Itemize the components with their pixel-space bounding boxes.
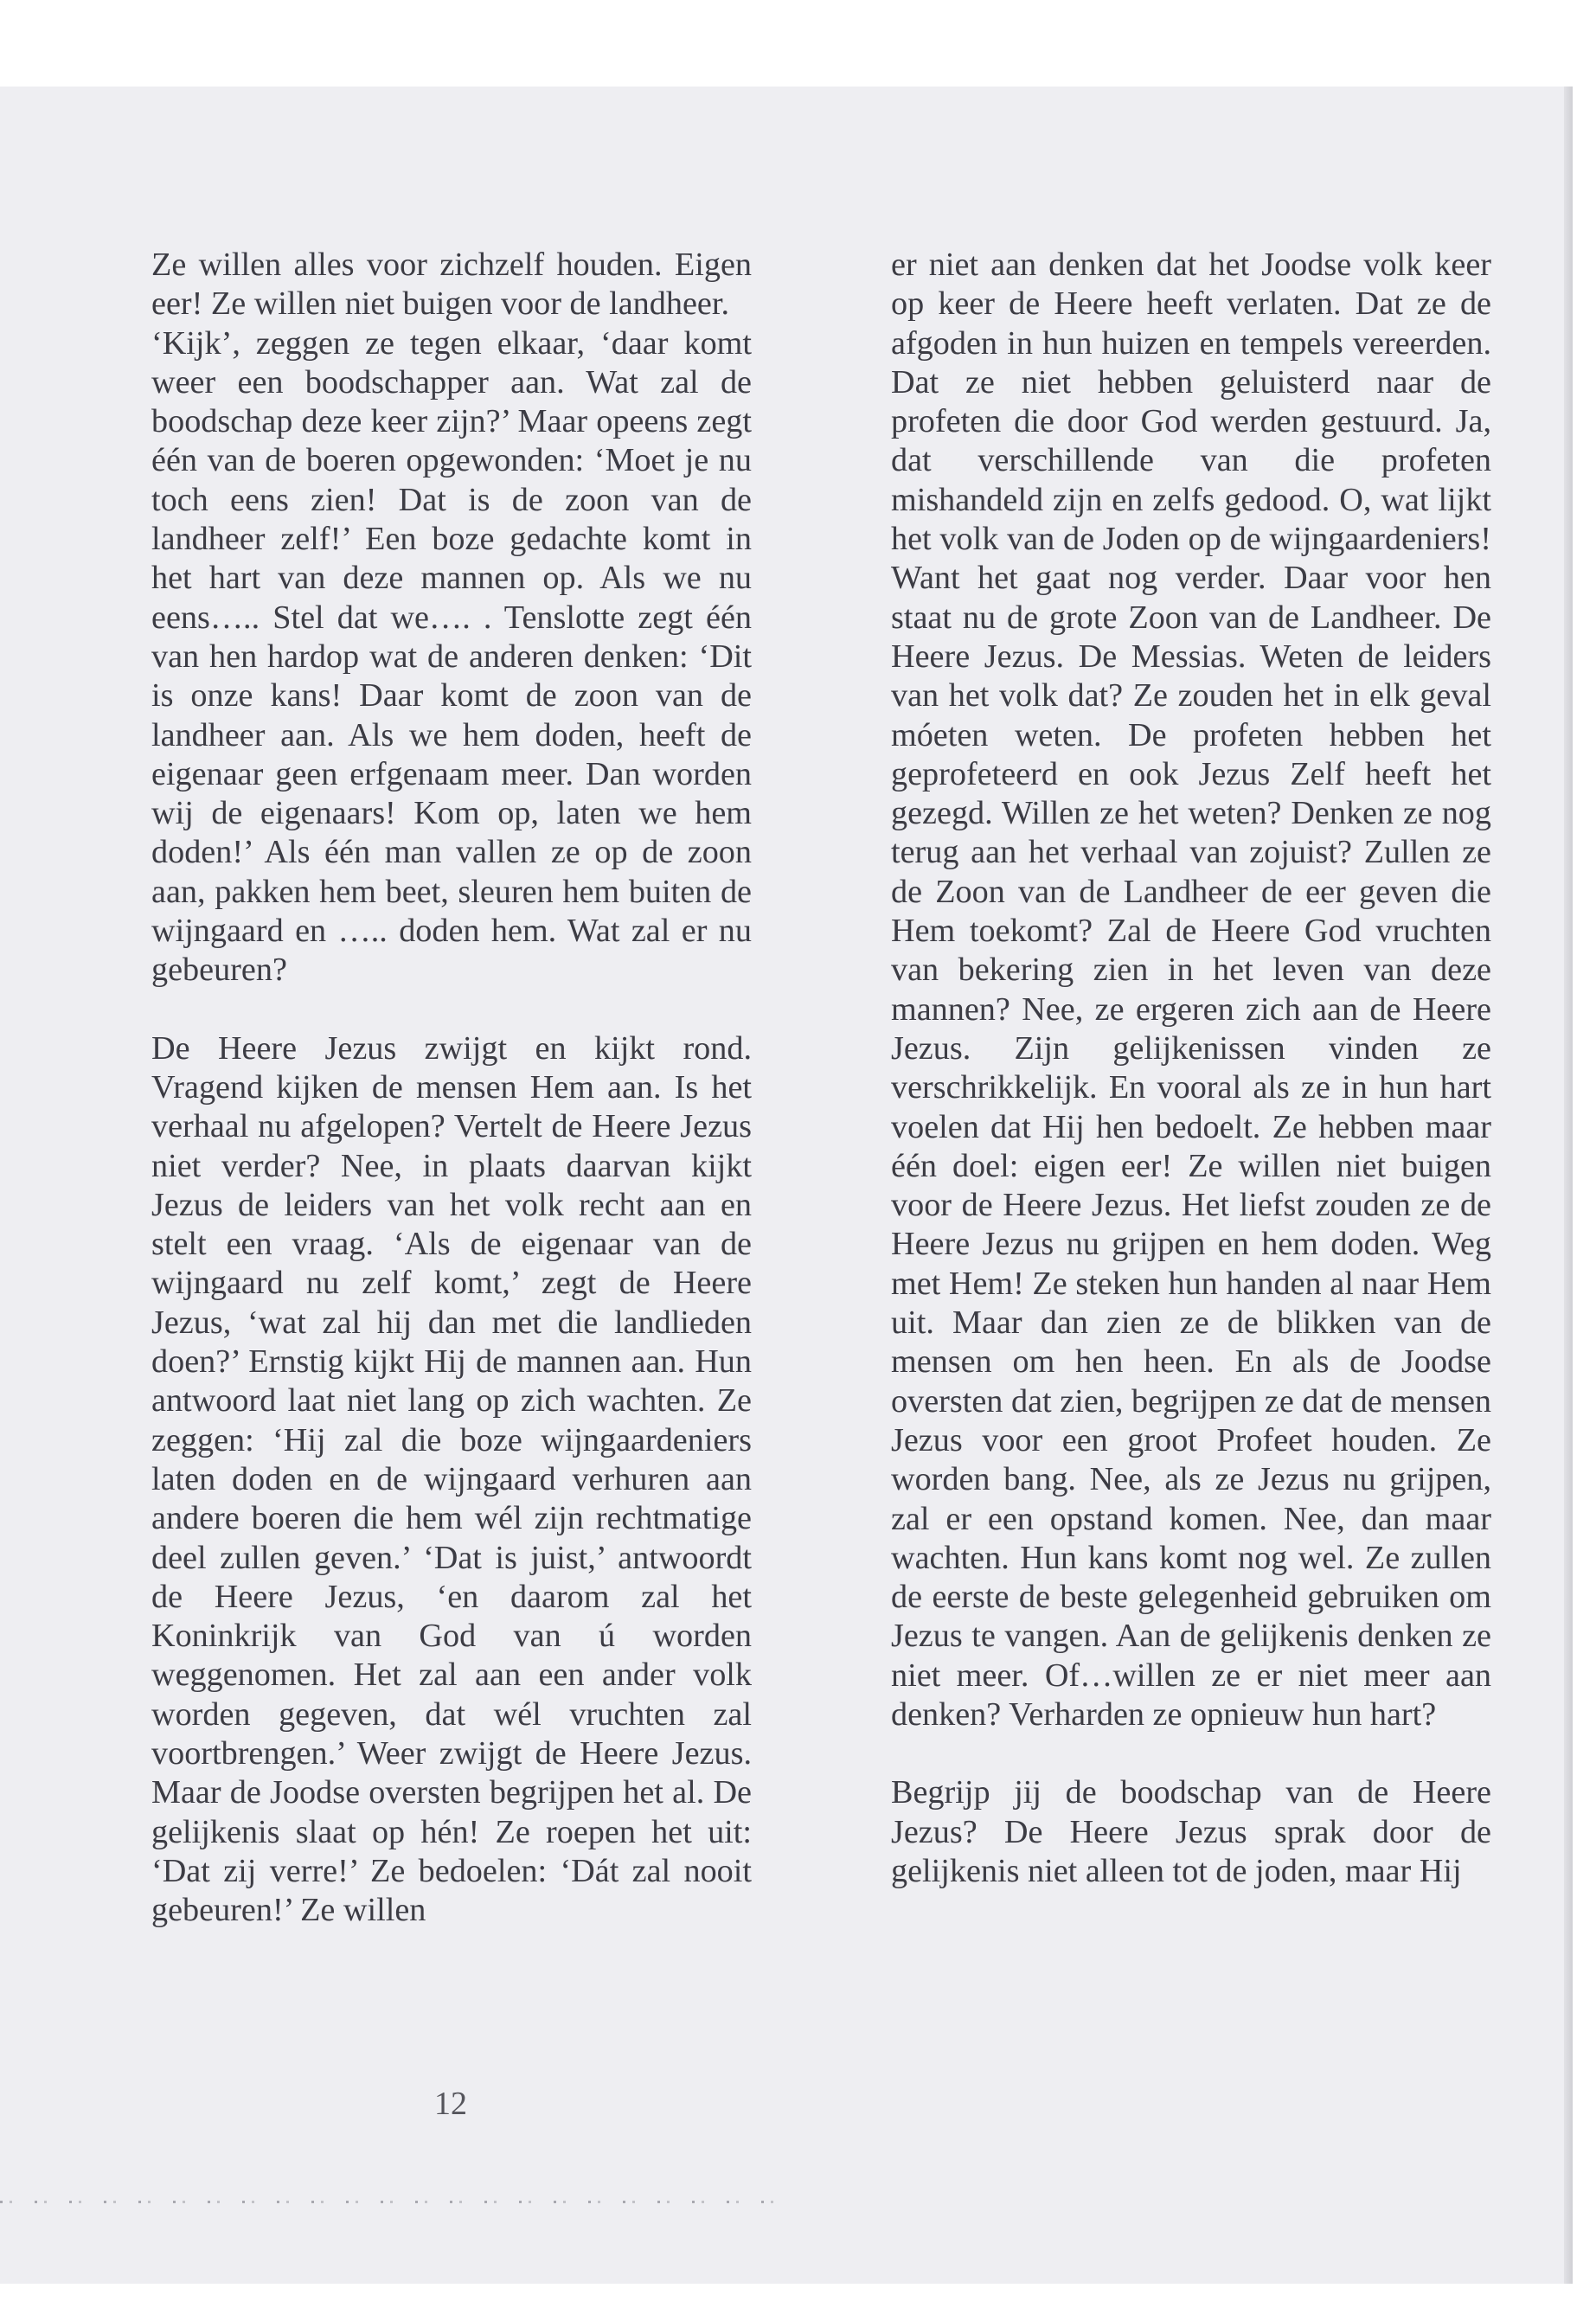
- page-edge-shadow: [1564, 87, 1573, 2284]
- page-number: 12: [434, 2086, 467, 2122]
- left-paragraph-2: De Heere Jezus zwijgt en kijkt rond. Vragend kijken de mensen Hem aan. Is het verhaal nu afgelopen? Vertelt de Heere Jezus niet verder? Nee, in plaats daarvan kijkt Jezus de leiders van het volk recht aan en stelt een vraag. ‘Als de eigenaar van de wijngaard nu zelf komt,’ zegt de Heere Jezus, ‘wat zal hij dan met die landlieden doen?’ Ernstig kijkt Hij de mannen aan. Hun antwoord laat niet lang op zich wachten. Ze zeggen: ‘Hij zal die boze wijngaardeniers laten doden en de wijngaard verhuren aan andere boeren die hem wél zijn rechtmatige deel zullen geven.’ ‘Dat is juist,’ antwoordt de Heere Jezus, ‘en daarom zal het Koninkrijk van God van ú worden weggenomen. Het zal aan een ander volk worden gegeven, dat wél vruchten zal voortbrengen.’ Weer zwijgt de Heere Jezus. Maar de Joodse oversten begrijpen het al. De gelijkenis slaat op hén! Ze roepen het uit: ‘Dat zij verre!’ Ze bedoelen: ‘Dát zal nooit gebeuren!’ Ze willen: [151, 1029, 752, 1929]
- right-paragraph-2: Begrijp jij de boodschap van de Heere Jezus? De Heere Jezus sprak door de gelijkenis niet alleen tot de joden, maar Hij: [891, 1774, 1491, 1889]
- left-column: [151, 246, 752, 1930]
- scan-artifact-line: [0, 2201, 779, 2203]
- right-paragraph-1: er niet aan denken dat het Joodse volk keer op keer de Heere heeft verlaten. Dat ze de afgoden in hun huizen en tempels vereerden. Dat ze niet hebben geluisterd naar de profeten die door God werden gestuurd. Ja, dat verschillende van die profeten mishandeld zijn en zelfs gedood. O, wat lijkt het volk van de Joden op de wijngaardeniers! Want het gaat nog verder. Daar voor hen staat nu de grote Zoon van de Landheer. De Heere Jezus. De Messias. Weten de leiders van het volk dat? Ze zouden het in elk geval móeten weten. De profeten hebben het geprofeteerd en ook Jezus Zelf heeft het gezegd. Willen ze het weten? Denken ze nog terug aan het verhaal van zojuist? Zullen ze de Zoon van de Landheer de eer geven die Hem toekomt? Zal de Heere God vruchten van bekering zien in het leven van deze mannen? Nee, ze ergeren zich aan de Heere Jezus. Zijn gelijkenissen vinden ze verschrikkelijk. En vooral als ze in hun hart voelen dat Hij hen bedoelt. Ze hebben maar één doel: eigen eer! Ze willen niet buigen voor de Heere Jezus. Het liefst zouden ze de Heere Jezus nu grijpen en hem doden. Weg met Hem! Ze steken hun handen al naar Hem uit. Maar dan zien ze de blikken van de mensen om hen heen. En als de Joodse oversten dat zien, begrijpen ze dat de mensen Jezus voor een groot Profeet houden. Ze worden bang. Nee, als ze Jezus nu grijpen, zal er een opstand komen. Nee, dan maar wachten. Hun kans komt nog wel. Ze zullen de eerste de beste gelegenheid gebruiken om Jezus te vangen. Aan de gelijkenis denken ze niet meer. Of…willen ze er niet meer aan denken? Verharden ze opnieuw hun hart?: [891, 247, 1491, 1733]
- right-column: [891, 246, 1491, 1891]
- left-paragraph-1: Ze willen alles voor zichzelf houden. Eigen eer! Ze willen niet buigen voor de landheer. ‘Kijk’, zeggen ze tegen elkaar, ‘daar komt weer een boodschapper aan. Wat zal de boodschap deze keer zijn?’ Maar opeens zegt één van de boeren opgewonden: ‘Moet je nu toch eens zien! Dat is de zoon van de landheer zelf!’ Een boze gedachte komt in het hart van deze mannen op. Als we nu eens….. Stel dat we…. . Tenslotte zegt één van hen hardop wat de anderen denken: ‘Dit is onze kans! Daar komt de zoon van de landheer aan. Als we hem doden, heeft de eigenaar geen erfgenaam meer. Dan worden wij de eigenaars! Kom op, laten we hem doden!’ Als één man vallen ze op de zoon aan, pakken hem beet, sleuren hem buiten de wijngaard en ….. doden hem. Wat zal er nu gebeuren?: [151, 247, 752, 989]
